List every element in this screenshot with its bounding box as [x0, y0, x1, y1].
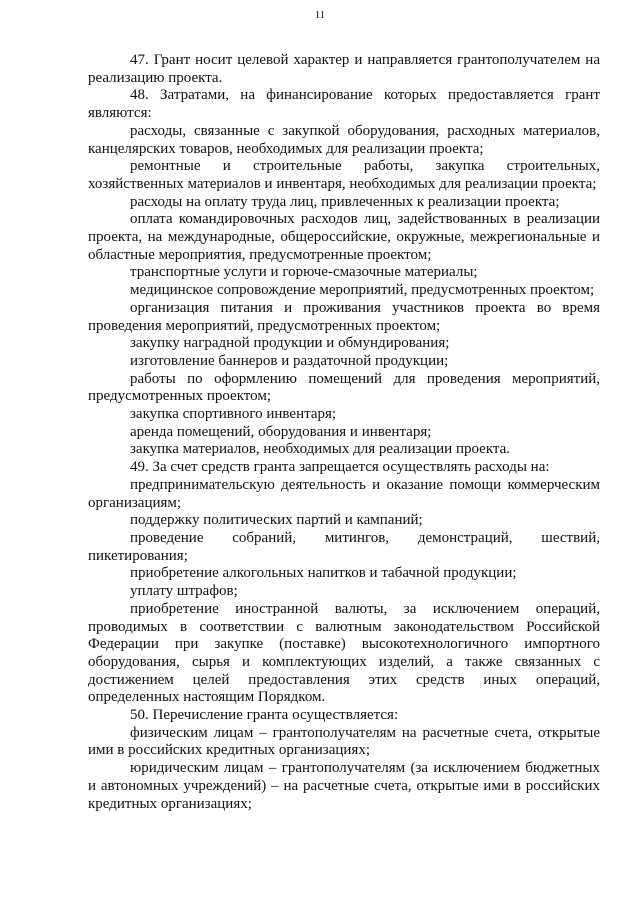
list-item: юридическим лицам – грантополучателям (за исключением бюджетных и автономных учреждений) – на расчетные счета, открытые ими в российских кредитных организациях; — [88, 760, 600, 812]
list-item: приобретение алкогольных напитков и табачной продукции; — [130, 565, 517, 582]
list-item: организация питания и проживания участников проекта во время проведения мероприятий, предусмотренных проектом; — [88, 299, 600, 334]
list-item: физическим лицам – грантополучателям на расчетные счета, открытые ими в российских кредитных организациях; — [88, 724, 600, 759]
list-item: транспортные услуги и горюче-смазочные материалы; — [130, 264, 478, 281]
list-item: оплата командировочных расходов лиц, задействованных в реализации проекта, на международные, общероссийские, окружные, межрегиональные и областные мероприятия, предусмотренные проектом; — [88, 211, 600, 263]
list-item: проведение собраний, митингов, демонстраций, шествий, пикетирования; — [88, 529, 600, 564]
list-item: уплату штрафов; — [130, 583, 238, 600]
list-item: поддержку политических партий и кампаний; — [130, 512, 423, 529]
list-item: закупку наградной продукции и обмундирования; — [130, 335, 450, 352]
list-item: аренда помещений, оборудования и инвентаря; — [130, 423, 432, 440]
list-item: закупка спортивного инвентаря; — [130, 406, 337, 423]
list-item: расходы на оплату труда лиц, привлеченных к реализации проекта; — [130, 193, 560, 210]
list-item: изготовление баннеров и раздаточной продукции; — [130, 352, 449, 369]
document-body — [88, 52, 600, 813]
list-item: закупка материалов, необходимых для реализации проекта. — [130, 441, 511, 458]
list-item: медицинское сопровождение мероприятий, предусмотренных проектом; — [130, 282, 595, 299]
list-item: предпринимательскую деятельность и оказание помощи коммерческим организациям; — [88, 476, 600, 511]
page-number: 11 — [314, 9, 326, 21]
list-item: приобретение иностранной валюты, за исключением операций, проводимых в соответствии с валютным законодательством Российской Федерации при закупке (поставке) высокотехнологичного импортного оборудования, сырья и комплектующих изделий, а также связанных с достижением целей предоставления этих средств иных операций, определенных настоящим Порядком. — [88, 600, 600, 706]
paragraph-48: 48. Затратами, на финансирование которых предоставляется грант являются: — [88, 87, 600, 122]
list-item: ремонтные и строительные работы, закупка строительных, хозяйственных материалов и инвентаря, необходимых для реализации проекта; — [88, 158, 600, 192]
list-item: работы по оформлению помещений для проведения мероприятий, предусмотренных проектом; — [88, 370, 600, 405]
paragraph-47: 47. Грант носит целевой характер и направляется грантополучателем на реализацию проекта. — [88, 52, 600, 86]
list-item: расходы, связанные с закупкой оборудования, расходных материалов, канцелярских товаров, необходимых для реализации проекта; — [88, 122, 600, 157]
paragraph-50: 50. Перечисление гранта осуществляется: — [130, 707, 399, 724]
paragraph-49: 49. За счет средств гранта запрещается осуществлять расходы на: — [130, 459, 550, 476]
